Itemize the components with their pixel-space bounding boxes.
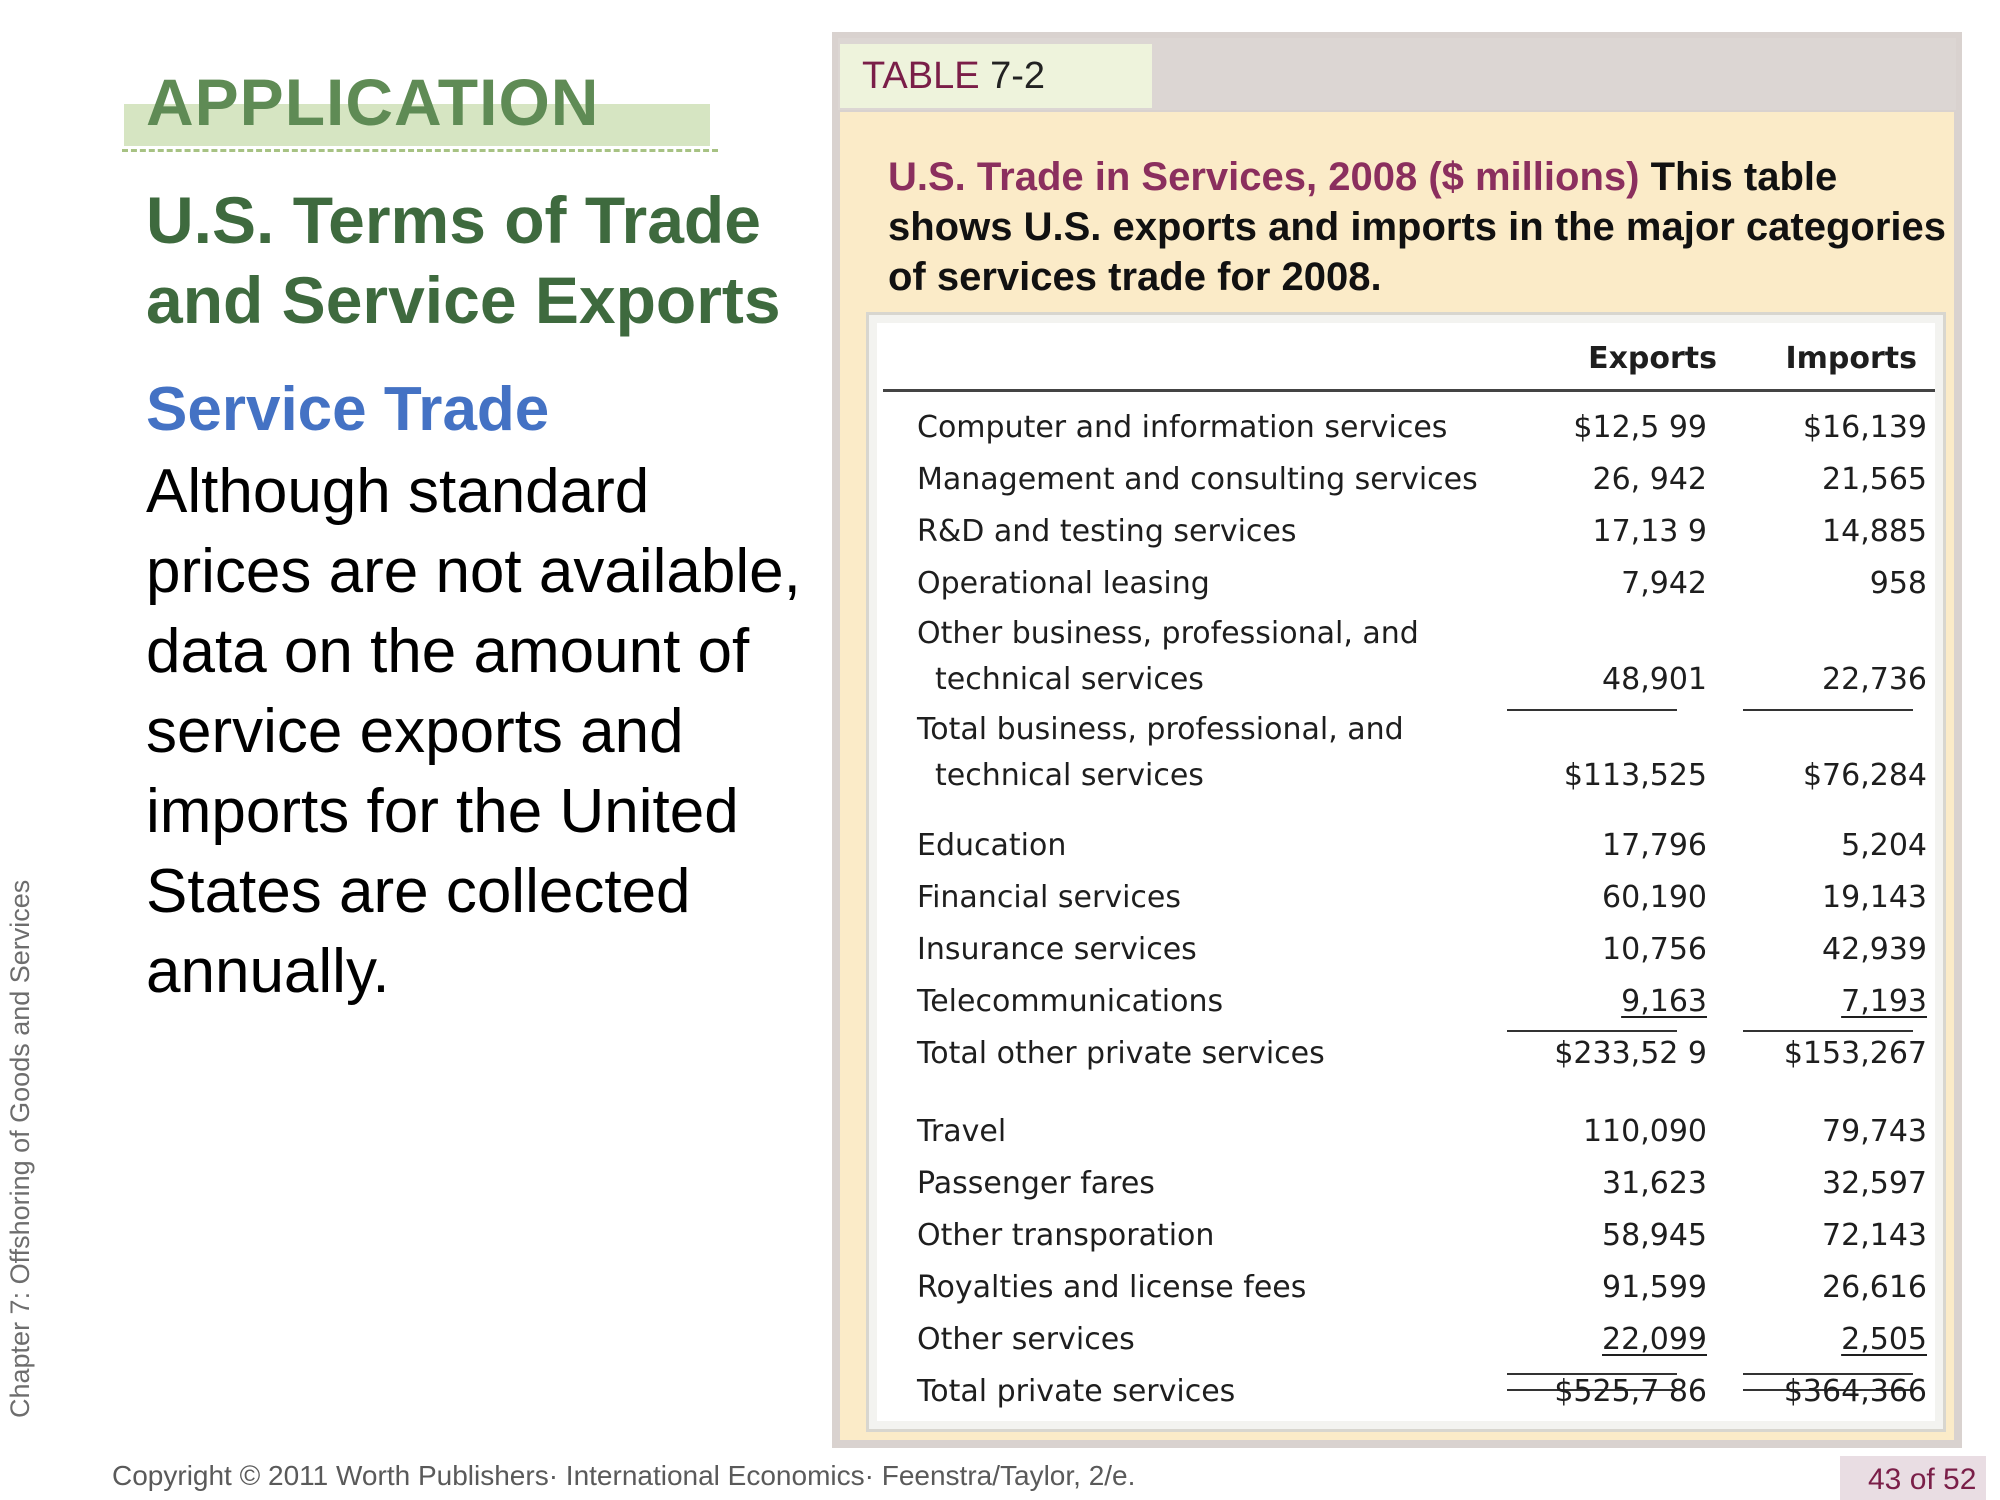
row-imports: 26,616: [1822, 1270, 1927, 1305]
table-tab-number: 7-2: [990, 55, 1046, 97]
row-exports: $233,52 9: [1554, 1036, 1707, 1071]
row-imports: 5,204: [1841, 828, 1927, 863]
table-row: [877, 1369, 1935, 1421]
row-imports: 72,143: [1822, 1218, 1927, 1253]
row-label: Total other private services: [917, 1036, 1325, 1071]
row-exports: $12,5 99: [1573, 410, 1707, 445]
row-exports: 7,942: [1621, 566, 1707, 601]
row-imports: 19,143: [1822, 880, 1927, 915]
slide-title-line2: and Service Exports: [146, 263, 781, 337]
application-divider: [122, 149, 718, 152]
row-label: Computer and information services: [917, 410, 1448, 445]
slide-title-line1: U.S. Terms of Trade: [146, 183, 761, 257]
row-exports: 91,599: [1602, 1270, 1707, 1305]
section-heading: Service Trade: [146, 375, 550, 444]
row-imports: 21,565: [1822, 462, 1927, 497]
table-row: [877, 1265, 1935, 1317]
row-label: Total private services: [917, 1374, 1236, 1409]
row-exports: 110,090: [1582, 1114, 1707, 1149]
row-label: Other services: [917, 1322, 1135, 1357]
row-label: Passenger fares: [917, 1166, 1155, 1201]
slide-title: [146, 180, 816, 340]
table-row: [877, 1109, 1935, 1161]
column-header-imports: Imports: [1785, 341, 1917, 376]
table-caption-text: This table shows U.S. exports and imports in the major categories of services trade for 2008.: [888, 155, 1947, 299]
table-row: [877, 405, 1935, 457]
table-panel: [832, 32, 1962, 1448]
row-exports: 48,901: [1602, 662, 1707, 697]
row-label: Other transporation: [917, 1218, 1215, 1253]
row-exports: 58,945: [1602, 1218, 1707, 1253]
row-exports: $113,525: [1563, 758, 1707, 793]
table-panel-body: [840, 112, 1954, 1440]
row-imports: $16,139: [1802, 410, 1927, 445]
table-row: [877, 1031, 1935, 1083]
row-imports: $153,267: [1783, 1036, 1927, 1071]
header-rule: [883, 389, 1935, 392]
table-row: [877, 823, 1935, 875]
row-imports: 2,505: [1841, 1322, 1927, 1357]
row-imports: 79,743: [1822, 1114, 1927, 1149]
column-header-exports: Exports: [1588, 341, 1717, 376]
row-imports: 42,939: [1822, 932, 1927, 967]
row-exports: 17,796: [1602, 828, 1707, 863]
row-imports: 958: [1869, 566, 1927, 601]
table-row: [877, 875, 1935, 927]
row-label: Management and consulting services: [917, 462, 1478, 497]
row-label: Insurance services: [917, 932, 1197, 967]
row-exports: 9,163: [1621, 984, 1707, 1019]
row-label-line1: Other business, professional, and: [917, 616, 1419, 651]
row-label: Travel: [917, 1114, 1007, 1149]
table-caption-title: U.S. Trade in Services, 2008 ($ millions): [888, 155, 1640, 199]
row-exports: 60,190: [1602, 880, 1707, 915]
chapter-side-label: Chapter 7: Offshoring of Goods and Services: [5, 879, 35, 1418]
row-exports: $525,7 86: [1554, 1374, 1707, 1409]
table-row: [877, 561, 1935, 613]
table-row: [877, 457, 1935, 509]
table-row: [877, 979, 1935, 1031]
row-imports: 14,885: [1822, 514, 1927, 549]
row-label: Education: [917, 828, 1067, 863]
row-imports: 22,736: [1822, 662, 1927, 697]
row-imports: 7,193: [1841, 984, 1927, 1019]
services-table: [877, 323, 1935, 1421]
row-exports: 10,756: [1602, 932, 1707, 967]
table-row: [877, 927, 1935, 979]
copyright-footer: Copyright © 2011 Worth Publishers· International Economics· Feenstra/Taylor, 2/e.: [112, 1460, 1136, 1491]
application-label: APPLICATION: [146, 65, 600, 139]
row-label: Royalties and license fees: [917, 1270, 1307, 1305]
table-row: [877, 1213, 1935, 1265]
row-label-line1: Total business, professional, and: [917, 712, 1404, 747]
table-tab-word: TABLE: [862, 55, 980, 97]
subtotal-rule-imports: [1743, 709, 1913, 711]
subtotal-rule-exports: [1507, 709, 1677, 711]
row-imports: $76,284: [1802, 758, 1927, 793]
row-imports: $364,366: [1783, 1374, 1927, 1409]
row-label-line2: technical services: [935, 662, 1204, 697]
row-exports: 31,623: [1602, 1166, 1707, 1201]
row-label: Telecommunications: [917, 984, 1224, 1019]
row-exports: 22,099: [1602, 1322, 1707, 1357]
row-exports: 26, 942: [1592, 462, 1707, 497]
row-label-line2: technical services: [935, 758, 1204, 793]
row-label: Financial services: [917, 880, 1181, 915]
row-label: R&D and testing services: [917, 514, 1297, 549]
row-label: Operational leasing: [917, 566, 1210, 601]
table-row: [877, 616, 1935, 709]
row-imports: 32,597: [1822, 1166, 1927, 1201]
table-row: [877, 1161, 1935, 1213]
table-caption: [888, 152, 1948, 302]
table-row: [877, 712, 1935, 805]
section-body-text: Although standard prices are not available, data on the amount of service exports and imports for the United States are collected annually.: [146, 457, 801, 1006]
row-exports: 17,13 9: [1592, 514, 1707, 549]
table-tab-label: [862, 52, 1045, 100]
table-row: [877, 509, 1935, 561]
services-table-frame: [866, 312, 1946, 1432]
page-number: 43 of 52: [1868, 1463, 1977, 1496]
table-row: [877, 1317, 1935, 1369]
